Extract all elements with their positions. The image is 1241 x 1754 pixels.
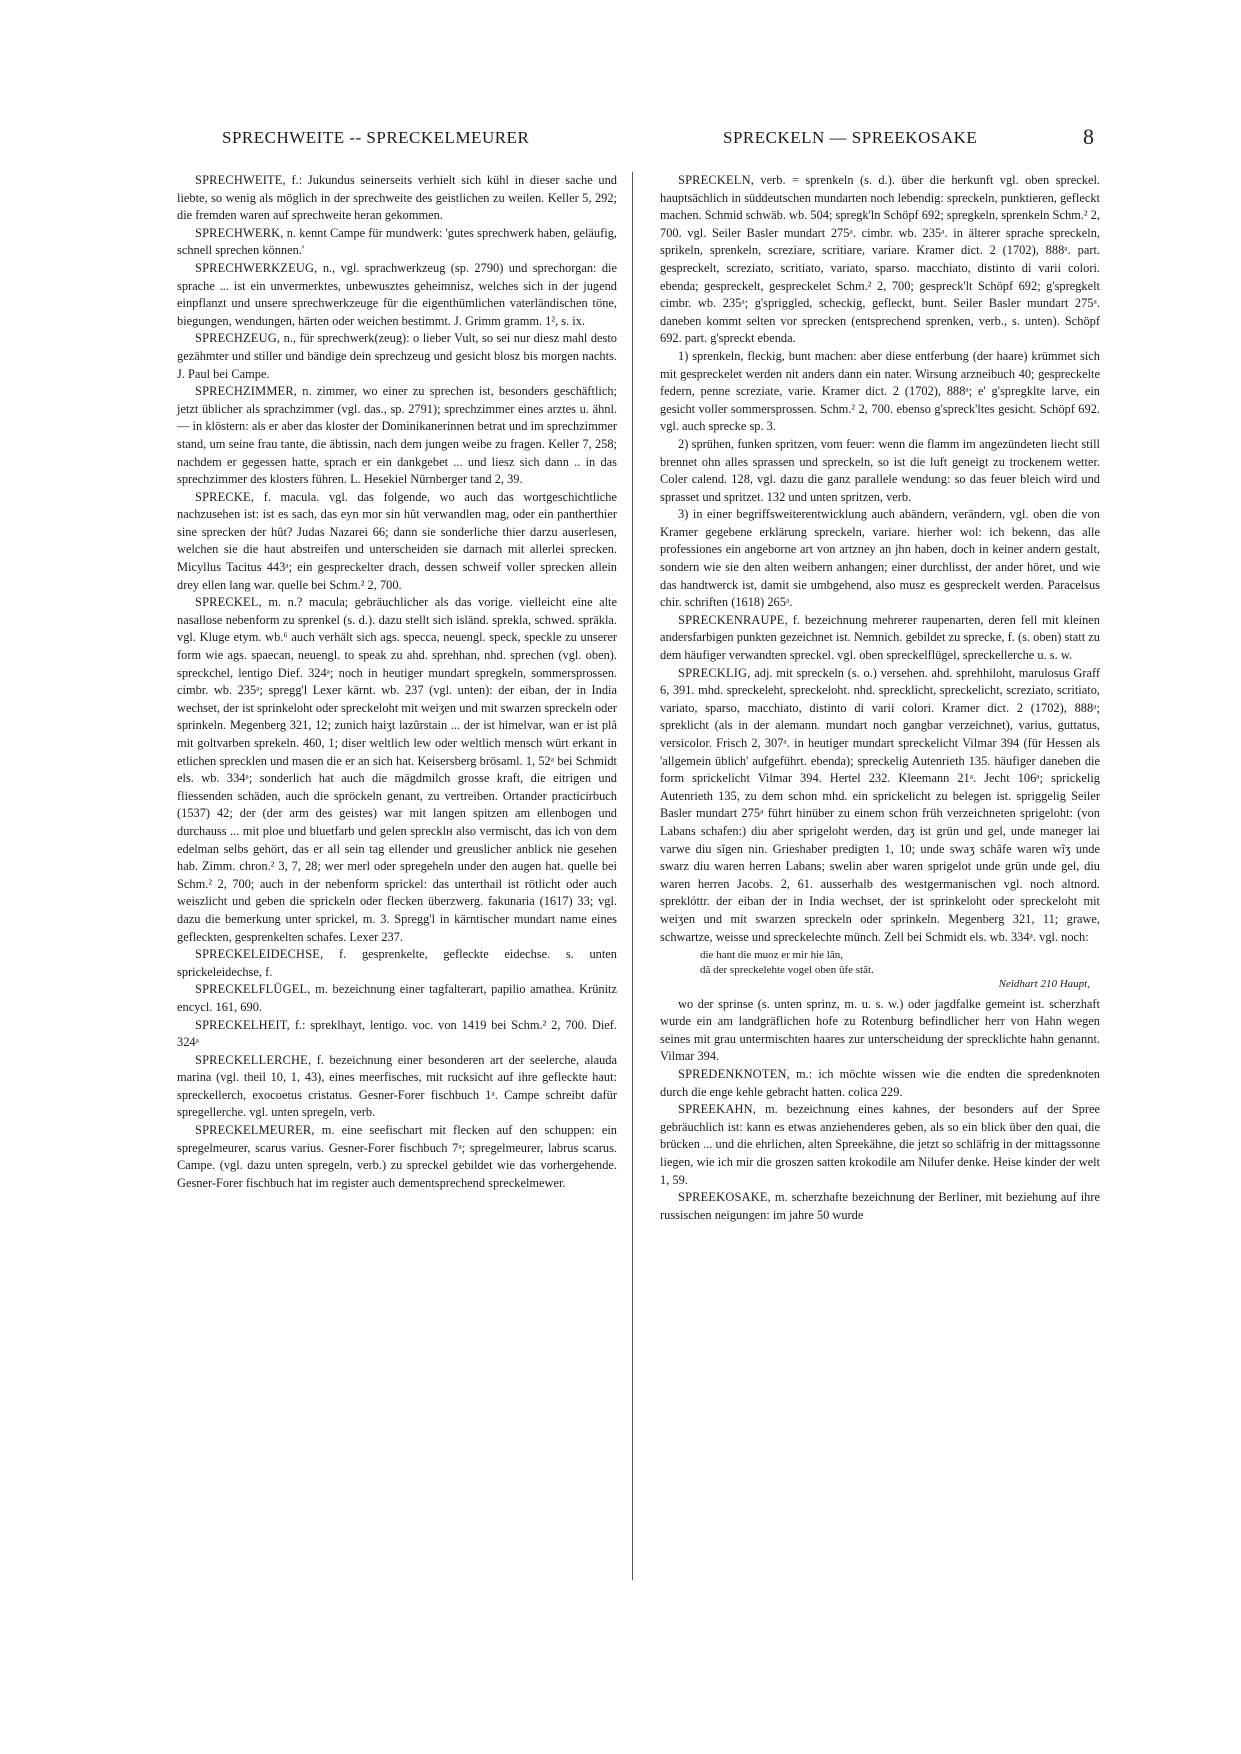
headword: SPREEKOSAKE, <box>678 1190 771 1205</box>
running-head-left: SPRECHWEITE -- SPRECKELMEURER <box>222 128 530 147</box>
entry-text: m. eine seefischart mit flecken auf den schuppen: ein spregelmeurer, scarus varius. Gesner-Forer fischbuch 7ᵃ; spregelmeurer, labrus scarus. Campe. (vgl. dazu unten spregeln, verb.) zu spreckel gebildet wie das vorhergehende. Gesner-Forer fischbuch hat im register auch dementsprechend spreckelmewer. <box>177 1123 617 1190</box>
right-column <box>660 172 1100 1224</box>
dictionary-entry <box>660 612 1100 665</box>
entry-text: adj. mit spreckeln (s. o.) versehen. ahd. sprehhiloht, marulosus Graff 6, 391. mhd. spreckeleht, spreckeloht. nhd. sprecklicht, spreckelicht, screziato, scritiato, variato, sparso, macchiato, distinto di varii colori. Kramer dict. 2 (1702), 888ᵃ; spreklicht (als in der alemann. mundart noch gangbar verzeichnet), varius, guttatus, versicolor. Frisch 2, 307ᵃ. in heutiger mundart spreckelicht Vilmar 394 (für Hessen als 'allgemein üblich' aufgeführt. ebenda); spreckelig Autenrieth 135. häufiger daneben die form sprickelicht Vilmar 394. Hertel 232. Kleemann 21ᵃ. Jecht 106ᵃ; sprickelig Autenrieth 135, zu dem schon mhd. ein sprickelicht zu belegen ist. spriggelig Seiler Basler mundart 275ᵃ führt hinüber zu einem schon früh verzeichneten sprigeloht: (von Labans schafen:) diu aber sprigeloht werden, daʒ ist grün und gel, unde maneger lai varwe diu sîgen nin. Grieshaber predigten 1, 10; unde swaʒ schâfe waren wîʒ unde swarz diu waren herren Labans; swelin aber waren sprigelot unde grün unde gel, diu waren herren Jacobs. 2, 61. ausserhalb des westgermanischen vgl. noch altnord. spreklóttr. der eiban der in India wechset, der ist sprinkeloht oder spreckeloht mit weiʒen und mit swarzen spreckeln oder sprinkeln. Megenberg 321, 11; grawe, schwartze, weisse und spreckelechte münch. Zell bei Schmidt els. wb. 334ᵃ. vgl. noch: <box>660 665 1100 944</box>
entry-text: m.: ich möchte wissen wie die endten die spredenknoten durch die enge kehle gebracht hatten. colica 229. <box>660 1067 1100 1099</box>
dictionary-entry <box>177 981 617 1016</box>
headword: SPRECKLIG, <box>678 665 751 680</box>
headword: SPREDENKNOTEN, <box>678 1067 790 1081</box>
dictionary-entry <box>177 383 617 489</box>
dictionary-entry <box>660 172 1100 348</box>
headword: SPRECKEL, <box>195 595 262 610</box>
verse-line: dâ der spreckelehte vogel oben ûfe stât. <box>700 963 874 976</box>
dictionary-entry <box>177 330 617 383</box>
headword: SPRECKELLERCHE, <box>195 1052 312 1067</box>
dictionary-entry <box>660 1189 1100 1224</box>
entry-text: f.: Jukundus seinerseits verhielt sich kühl in dieser sache und liebte, so wenig als möglich in der sprechweite des geistlichen zu weilen. Keller 5, 292; die fremden waren auf sprechweite heran gekommen. <box>177 173 617 223</box>
dictionary-entry <box>660 996 1100 1066</box>
headword: SPRECKELEIDECHSE, <box>195 947 324 962</box>
headword: SPRECKENRAUPE, <box>678 612 788 627</box>
entry-text: f. gesprenkelte, gefleckte eidechse. s. unten sprickeleidechse, f. <box>177 947 617 979</box>
headword: SPRECKELMEURER, <box>195 1123 315 1138</box>
dictionary-entry <box>177 1017 617 1052</box>
verse-source: Neidhart 210 Haupt, <box>998 978 1090 991</box>
headword: SPRECHWEITE, <box>195 173 286 187</box>
verse-line: die hant die muoz er mir hie lân, <box>700 949 843 962</box>
dictionary-entry <box>177 946 617 981</box>
headword: SPRECHWERKZEUG, <box>195 260 318 275</box>
entry-text: n. kennt Campe für mundwerk: 'gutes sprechwerk haben, geläufig, schnell sprechen können.' <box>177 225 617 258</box>
headword: SPRECKELN, <box>678 173 755 187</box>
verse-quote <box>660 948 1100 992</box>
dictionary-entry <box>177 1052 617 1122</box>
entry-text: m. scherzhafte bezeichnung der Berliner, mit beziehung auf ihre russischen neigungen: im jahre 50 wurde <box>660 1190 1100 1222</box>
dictionary-entry <box>660 348 1100 436</box>
entry-text: n. zimmer, wo einer zu sprechen ist, besonders geschäftlich; jetzt üblicher als sprachzimmer (vgl. das., sp. 2791); sprechzimmer eines arztes u. ähnl. — in klöstern: als er aber das kloster der Dominikanerinnen betrat und im sprechzimmer stand, um seine frau tante, die äbtissin, nach dem jungen weibe zu fragen. Keller 7, 258; nachdem er gegessen hatte, sprach er ein dankgebet ... und liesz sich dann .. in das sprechzimmer des klosters führen. L. Hesekiel Nürnberger tand 2, 39. <box>177 384 617 487</box>
running-head-right: SPRECKELN — SPREEKOSAKE <box>723 128 978 147</box>
dictionary-entry <box>177 594 617 946</box>
dictionary-entry <box>177 1122 617 1192</box>
dictionary-entry <box>660 506 1100 612</box>
headword: SPRECHZEUG, <box>195 331 281 346</box>
entry-text: f. bezeichnung mehrerer raupenarten, deren fell mit kleinen andersfarbigen punkten gezeichnet ist. Nemnich. gebildet zu sprecke, f. (s. oben) statt zu dem häufiger verwandten spreckel. vgl. oben spreckelflügel, spreckellerche u. s. w. <box>660 612 1100 663</box>
dictionary-entry <box>660 1101 1100 1189</box>
dictionary-entry <box>177 225 617 260</box>
entry-text: n., vgl. sprachwerkzeug (sp. 2790) und sprechorgan: die sprache ... ist ein unvermerktes, unbewusztes geheimnisz, welches sich in der jugend einpflanzt und unsere sprechwerkzeuge für die eigenthümlichen vaterländischen töne, biegungen, wendungen, härten oder weichen bestimmt. J. Grimm gramm. 1², s. ix. <box>177 260 617 328</box>
entry-text: f. macula. vgl. das folgende, wo auch das wortgeschichtliche nachzusehen ist: ist es sach, das eyn mor sin hût verwandlen mag, oder ein pantherthier sine sprecken der hût? Judas Nazarei 66; dann sie sonderliche thier darzu auserlesen, welchen sie die haut abstreifen und unterscheiden sie darnach mit allerlei sprecken. Micyllus Tacitus 443ᵃ; ein gespreckelter drach, dessen schweif voller sprecken allein drey ellen lang war. quelle bei Schm.² 2, 700. <box>177 489 617 592</box>
left-column <box>177 172 617 1192</box>
headword: SPRECKELFLÜGEL, <box>195 982 311 997</box>
dictionary-entry <box>177 489 617 595</box>
entry-text: f.: spreklhayt, lentigo. voc. von 1419 bei Schm.² 2, 700. Dief. 324ᵃ <box>177 1017 617 1050</box>
dictionary-entry <box>660 665 1100 947</box>
headword: SPRECHZIMMER, <box>195 384 298 399</box>
dictionary-entry <box>177 260 617 330</box>
headword: SPREEKAHN, <box>678 1102 757 1117</box>
entry-text: 2) sprühen, funken spritzen, vom feuer: wenn die flamm im angezündeten liecht still brennet ohn alles sprassen und spreckeln, so ist die luft geneigt zu trockenem wetter. Coler calend. 128, vgl. dazu die ganz parallele wendung: so das feuer bleich wird und sprasset und spritzet. 132 und unten spritzen, verb. <box>660 436 1100 504</box>
dictionary-entry <box>660 436 1100 506</box>
entry-text: n., für sprechwerk(zeug): o lieber Vult, so sei nur diesz mahl desto gezähmter und stiller und bändige dein sprechzeug und gesicht blosz bis morgen nachts. J. Paul bei Campe. <box>177 331 617 381</box>
headword: SPRECKELHEIT, <box>195 1017 290 1032</box>
column-divider <box>632 172 633 1580</box>
entry-text: m. n.? macula; gebräuchlicher als das vorige. vielleicht eine alte nasallose nebenform zu sprenkel (s. d.). dazu stellt sich isländ. sprekla, schwed. spräkla. vgl. Kluge etym. wb.⁶ auch verhält sich ags. specca, neuengl. speck, speckle zu unserer form wie ags. spaecan, neuengl. to speak zu ahd. sprehhan, nhd. sprechen (vgl. oben). spreckchel, lentigo Dief. 324ᵃ; noch in heutiger mundart spregkeln, sommersprossen. cimbr. wb. 235ᵃ; spregg'l Lexer kärnt. wb. 237 (vgl. unten): der eiban, der in India wechset, der ist sprinkeloht oder spreckeloht mit weiʒen und mit swarzen spreckeln oder sprinkeln. Megenberg 321, 12; zunich haiʒt lazûrstain ... der ist himelvar, wan er ist plâ mit goltvarben sprekeln. 460, 1; diser weltlich lew oder weltlich mensch würt erkant in etlichen sprecklen und masen die er an sich hat. Keisersberg brösaml. 1, 52ᵃ bei Schmidt els. wb. 334ᵃ; sonderlich hat auch die mägdmilch grosse kraft, die eitrigen und fliessenden schäden, auch die spröckeln genant, zu vertreiben. Ortander practicirbuch (1537) 42; der (der arm des geistes) war mit langen spitzen am ellenbogen und durchauss ... mit ploe und bluetfarb und gelen sprecklн also vermischt, das ich von dem edelman selbs gehört, das er all sein tag ellender und greuslicher anblick nie gesehen hab. Zimm. chron.² 3, 7, 28; wer merl oder spregeheln under den augen hat. quelle bei Schm.² 2, 700; auch in der nebenform sprickel: das unterthail ist rötlicht oder auch weiszlicht und geben die sprickeln oder flecken überzwerg. fakunaria (1617) 33; vgl. dazu die bemerkung unter sprickel, m. 3. Spregg'l in kärntischer mundart name eines gefleckten, gesprenkelten schafes. Lexer 237. <box>177 595 617 944</box>
entry-text: m. bezeichnung eines kahnes, der besonders auf der Spree gebräuchlich ist: kann es etwas anziehenderes geben, als so ein blick über den quai, die brücken ... und die ehrlichen, alten Spreekähne, die jetzt so schläfrig in der mittagssonne liegen, wie ich mir die groszen satten krokodile am Nilufer denke. Heise kinder der welt 1, 59. <box>660 1102 1100 1187</box>
page-number: 8 <box>1083 124 1095 149</box>
entry-text: 1) sprenkeln, fleckig, bunt machen: aber diese entferbung (der haare) krümmet sich mit gespreckelet werden nit anders dann ein nater. Wirsung arzneibuch 40; gespreckelte federn, penne screziate, varie. Kramer dict. 2 (1702), 888ᵃ; e' g'spregklte larve, ein gesicht voller sommersprossen. Schm.² 2, 700. ebenso g'spreck'ltes gesicht. Schöpf 692. vgl. auch sprecke sp. 3. <box>660 348 1100 434</box>
dictionary-entry <box>177 172 617 225</box>
headword: SPRECHWERK, <box>195 225 284 240</box>
entry-text: f. bezeichnung einer besonderen art der seelerche, alauda marina (vgl. theil 10, 1, 43), eines meerfisches, mit rucksicht auf ihre gefleckte haut: spreckellerch, exocoetus cristatus. Gesner-Forer fischbuch 1ᵃ. Campe schreibt dafür spregellerche. vgl. unten spregeln, verb. <box>177 1052 617 1120</box>
entry-text: m. bezeichnung einer tagfalterart, papilio amathea. Krünitz encycl. 161, 690. <box>177 982 617 1014</box>
entry-text: verb. = sprenkeln (s. d.). über die herkunft vgl. oben spreckel. hauptsächlich in süddeutschen mundarten noch lebendig: spreckeln, punktieren, gefleckt machen. Schmid schwäb. wb. 504; spregk'ln Schöpf 692; spregkeln, sprenkeln Schm.² 2, 700. vgl. Seiler Basler mundart 275ᵃ. cimbr. wb. 235ᵃ. in älterer sprache spreckeln, sprikeln, sprenkeln, screziare, scritiare, variare. Kramer dict. 2 (1702), 888ᵃ. part. gespreckelt, screziato, scritiato, variato, sparso. macchiato, distinto di varii colori. ebenda; gespreckelt, gespreckelet Schm.² 2, 700; gespreck'lt Schöpf 692; g'spregkelt cimbr. wb. 235ᵃ; g'spriggled, scheckig, gefleckt, bunt. Seiler Basler mundart 275ᵃ. daneben kommt selten vor sprecken (entsprechend sprenken, verb., s. unten). Schöpf 692. part. g'spreckt ebenda. <box>660 173 1100 346</box>
headword: SPRECKE, <box>195 489 255 504</box>
entry-text: wo der sprinse (s. unten sprinz, m. u. s. w.) oder jagdfalke gemeint ist. scherzhaft wurde ein am landgräflichen hofe zu Rotenburg befindlicher herr von Hahn wegen seines mit grau untermischten haares zur unterscheidung der sprecklichte hahn genannt. Vilmar 394. <box>660 996 1100 1064</box>
dictionary-entry <box>660 1066 1100 1101</box>
entry-text: 3) in einer begriffsweiterentwicklung auch abändern, verändern, vgl. oben die von Kramer gegebene erklärung spreckeln, variare. hierher wol: ich bekenn, das alle professiones ein angeborne art von artzney an jhn haben, doch in keiner andern gestalt, sondern wie sie den alten weibern anhangen; einer durchlisst, der ander höret, und wie das handtwerck ist, damit sie umbgehend, also musz es gespreckelt werden. Paracelsus chir. schriften (1618) 265ᵃ. <box>660 507 1100 610</box>
